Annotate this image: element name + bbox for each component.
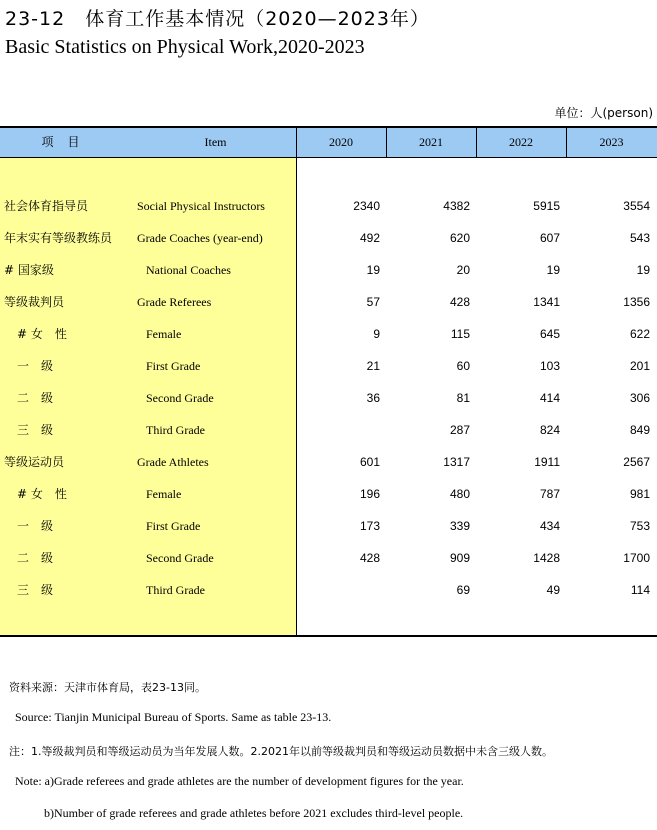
cell-value: 1700 <box>623 551 650 565</box>
row-label-cn: # 女 性 <box>17 487 67 501</box>
row-label-en: First Grade <box>146 359 201 373</box>
cell-value: 81 <box>456 391 470 405</box>
cell-value: 428 <box>359 551 380 565</box>
row-label-en: Third Grade <box>146 583 205 597</box>
row-label-cn: 年末实有等级教练员 <box>4 231 113 245</box>
cell-value: 21 <box>366 359 380 373</box>
bottom-rule <box>0 635 657 637</box>
row-label-cn: 二 级 <box>17 551 54 565</box>
cell-value: 620 <box>449 231 470 245</box>
header-year: 2022 <box>509 135 533 149</box>
row-label-en: Social Physical Instructors <box>137 199 265 213</box>
table-row <box>0 478 657 510</box>
table-row <box>0 510 657 542</box>
cell-value: 645 <box>539 327 560 341</box>
cell-value: 1911 <box>534 455 560 469</box>
row-label-en: Grade Athletes <box>137 455 209 469</box>
cell-value: 543 <box>629 231 650 245</box>
cell-value: 36 <box>366 391 380 405</box>
cell-value: 492 <box>359 231 380 245</box>
note-en-b: b)Number of grade referees and grade athletes before 2021 excludes third-level people. <box>44 806 464 820</box>
cell-value: 3554 <box>623 199 650 213</box>
cell-value: 69 <box>456 583 470 597</box>
row-label-cn: # 国家级 <box>4 263 54 277</box>
cell-value: 1356 <box>623 295 650 309</box>
source-note-en: Source: Tianjin Municipal Bureau of Sports. Same as table 23-13. <box>15 710 332 724</box>
cell-value: 9 <box>373 327 380 341</box>
cell-value: 824 <box>539 423 560 437</box>
table-row <box>0 446 657 478</box>
cell-value: 5915 <box>533 199 560 213</box>
cell-value: 339 <box>449 519 470 533</box>
cell-value: 1341 <box>533 295 560 309</box>
cell-value: 480 <box>449 487 470 501</box>
cell-value: 849 <box>629 423 650 437</box>
cell-value: 753 <box>629 519 650 533</box>
cell-value: 173 <box>359 519 380 533</box>
row-label-cn: 等级裁判员 <box>4 295 65 309</box>
table-row <box>0 382 657 414</box>
cell-value: 49 <box>546 583 560 597</box>
cell-value: 287 <box>449 423 470 437</box>
cell-value: 19 <box>636 263 650 277</box>
cell-value: 60 <box>456 359 470 373</box>
header-year: 2021 <box>419 135 443 149</box>
cell-value: 2567 <box>623 455 650 469</box>
header-item-cn: 项目 <box>41 135 94 149</box>
row-label-en: Second Grade <box>146 391 214 405</box>
row-label-cn: 三 级 <box>17 423 54 437</box>
row-label-en: Female <box>146 487 182 501</box>
header-year: 2023 <box>599 135 624 149</box>
cell-value: 19 <box>366 263 380 277</box>
cell-value: 1317 <box>443 455 470 469</box>
cell-value: 103 <box>539 359 560 373</box>
cell-value: 434 <box>539 519 560 533</box>
table-row <box>0 574 657 606</box>
row-label-en: Female <box>146 327 182 341</box>
unit-label: 单位：人(person) <box>554 106 653 120</box>
header-item-en: Item <box>204 135 227 149</box>
note-cn: 注：1.等级裁判员和等级运动员为当年发展人数。2.2021年以前等级裁判员和等级运动员数据中未含三级人数。 <box>9 745 553 758</box>
note-en-a: Note: a)Grade referees and grade athletes are the number of development figures for the year. <box>15 774 464 788</box>
table-row <box>0 254 657 286</box>
row-label-en: Second Grade <box>146 551 214 565</box>
cell-value: 196 <box>359 487 380 501</box>
table-title-en: Basic Statistics on Physical Work,2020-2023 <box>5 36 365 58</box>
cell-value: 601 <box>359 455 380 469</box>
cell-value: 19 <box>546 263 560 277</box>
row-label-cn: 等级运动员 <box>4 455 65 469</box>
cell-value: 607 <box>539 231 560 245</box>
table-title-cn: 23-12 体育工作基本情况（2020—2023年） <box>5 8 430 30</box>
row-label-en: National Coaches <box>146 263 231 277</box>
row-label-en: Third Grade <box>146 423 205 437</box>
row-label-cn: 二 级 <box>17 391 54 405</box>
header-year: 2020 <box>329 135 353 149</box>
table-row <box>0 542 657 574</box>
row-label-en: Grade Coaches (year-end) <box>137 231 263 245</box>
table-row <box>0 414 657 446</box>
cell-value: 414 <box>539 391 560 405</box>
table-row <box>0 190 657 222</box>
cell-value: 201 <box>629 359 650 373</box>
row-label-cn: 一 级 <box>17 519 54 533</box>
cell-value: 1428 <box>533 551 560 565</box>
row-label-cn: 三 级 <box>17 583 54 597</box>
cell-value: 909 <box>449 551 470 565</box>
table-row <box>0 318 657 350</box>
cell-value: 57 <box>366 295 380 309</box>
cell-value: 622 <box>629 327 650 341</box>
row-label-cn: # 女 性 <box>17 327 67 341</box>
cell-value: 787 <box>539 487 560 501</box>
cell-value: 2340 <box>353 199 380 213</box>
table-row <box>0 222 657 254</box>
cell-value: 4382 <box>443 199 470 213</box>
row-label-cn: 一 级 <box>17 359 54 373</box>
source-note-cn: 资料来源：天津市体育局，表23-13同。 <box>9 681 206 694</box>
cell-value: 428 <box>449 295 470 309</box>
cell-value: 115 <box>450 327 470 341</box>
cell-value: 20 <box>456 263 470 277</box>
row-label-cn: 社会体育指导员 <box>4 199 89 213</box>
cell-value: 981 <box>629 487 650 501</box>
row-label-en: First Grade <box>146 519 201 533</box>
cell-value: 114 <box>630 583 650 597</box>
table-row <box>0 350 657 382</box>
table-row <box>0 286 657 318</box>
row-label-en: Grade Referees <box>137 295 212 309</box>
cell-value: 306 <box>629 391 650 405</box>
